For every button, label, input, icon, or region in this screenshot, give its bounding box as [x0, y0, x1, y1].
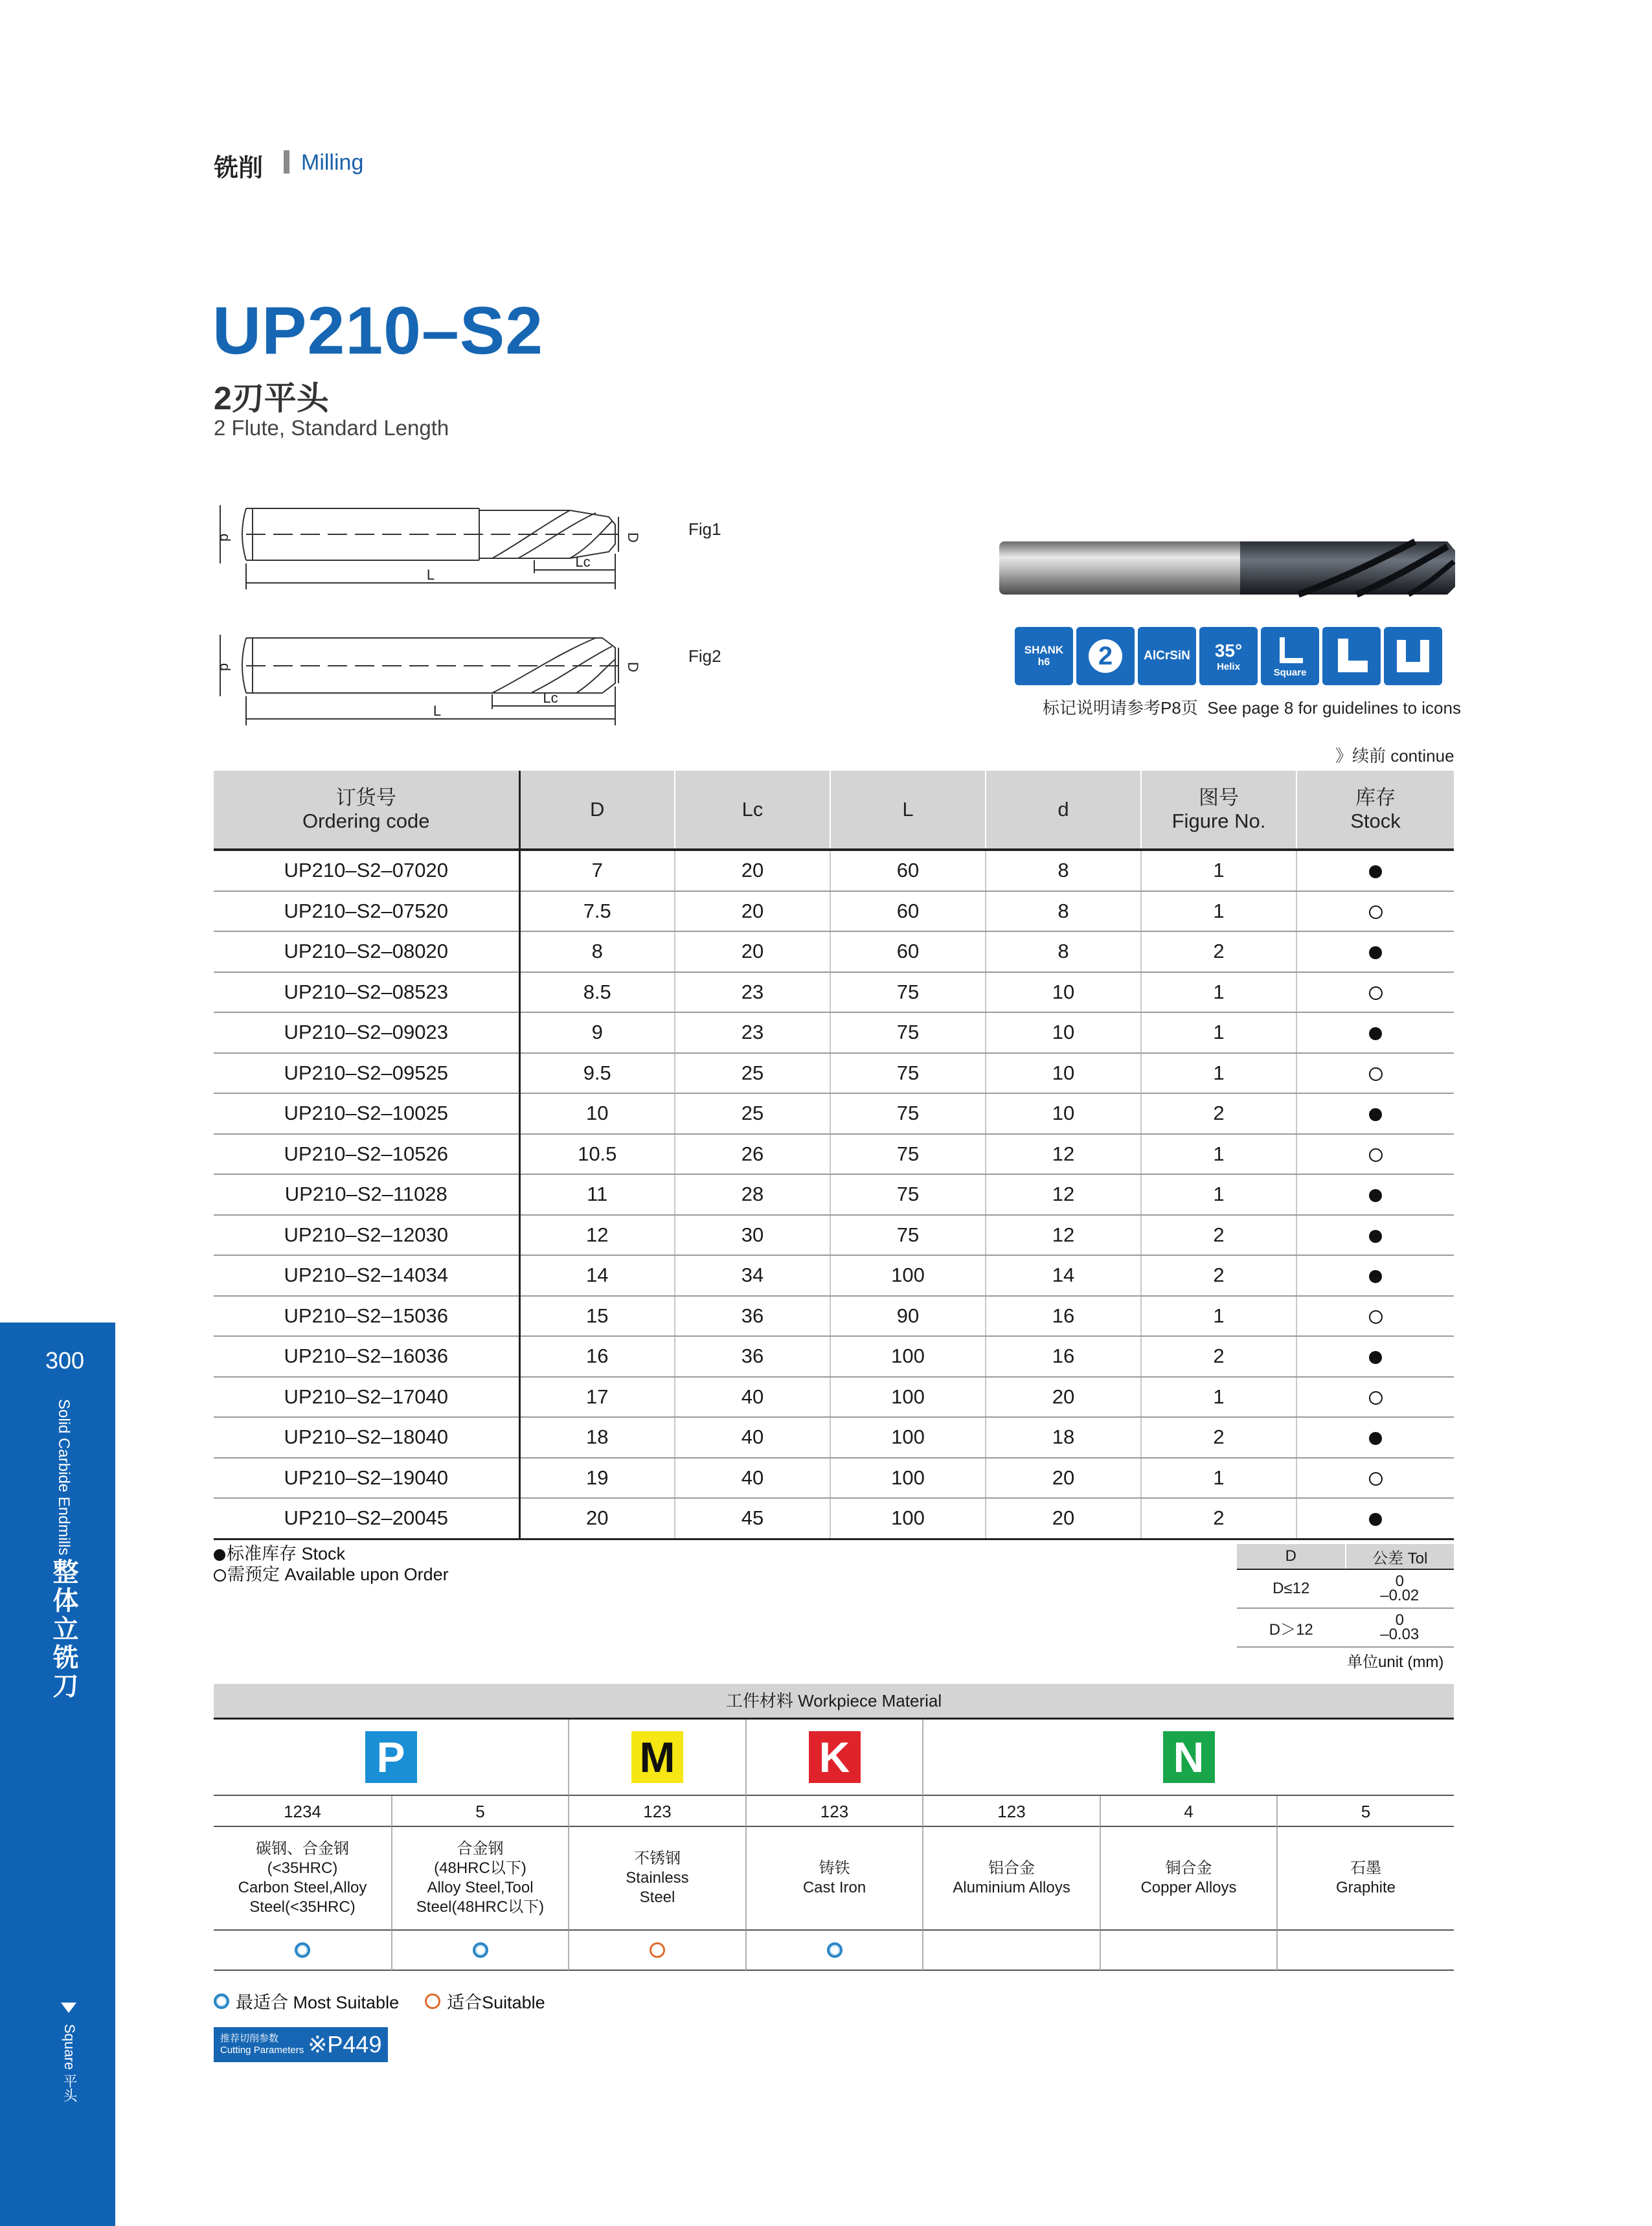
table-row	[214, 1134, 1454, 1175]
value-cell: 60	[830, 931, 986, 972]
ordering-code-cell: UP210–S2–09525	[214, 1053, 519, 1094]
ordering-code-cell: UP210–S2–10025	[214, 1093, 519, 1134]
sidebar-subsection-cn: 平头	[62, 2074, 78, 2103]
value-cell: 75	[830, 1134, 986, 1175]
value-cell: 75	[830, 1093, 986, 1134]
value-cell: 1	[1141, 1377, 1296, 1418]
tol-header-d: D	[1237, 1544, 1346, 1569]
suitable-icon	[650, 1942, 665, 1958]
tolerance-table	[1237, 1544, 1454, 1648]
table-row	[214, 1174, 1454, 1215]
stock-cell	[1296, 931, 1454, 972]
table-row	[214, 1012, 1454, 1053]
open-dot-icon	[1369, 905, 1383, 919]
value-cell: 23	[675, 1012, 830, 1053]
value-cell: 75	[830, 1012, 986, 1053]
suitability-row	[214, 1931, 1454, 1971]
value-cell: 10	[986, 972, 1141, 1013]
value-cell: 2	[1141, 1417, 1296, 1458]
value-cell: 20	[675, 891, 830, 932]
group-k-cell	[745, 1720, 922, 1796]
cutting-label-cn: 推荐切削参数	[220, 2033, 279, 2044]
value-cell: 14	[986, 1255, 1141, 1296]
group-m-cell	[568, 1720, 745, 1796]
shank-h6-icon: SHANK h6	[1015, 627, 1073, 685]
ordering-code-cell: UP210–S2–07520	[214, 891, 519, 932]
material-k-icon: K	[809, 1731, 861, 1783]
cutting-label-en: Cutting Parameters	[220, 2045, 304, 2056]
suitability-cell	[214, 1931, 391, 1971]
icon-guideline-note: 标记说明请参考P8页 See page 8 for guidelines to icons	[1043, 698, 1461, 718]
material-name-cell: 铜合金 Copper Alloys	[1100, 1827, 1276, 1931]
table-row	[214, 1215, 1454, 1256]
stock-cell	[1296, 1255, 1454, 1296]
ordering-code-cell: UP210–S2–08020	[214, 931, 519, 972]
value-cell: 8	[986, 850, 1141, 891]
value-cell: 26	[675, 1134, 830, 1175]
suitability-legend: 最适合 Most Suitable 适合Suitable	[214, 1988, 545, 2014]
sidebar-section-en: Solid Carbide Endmills	[55, 1399, 73, 1556]
column-header: d	[986, 771, 1141, 850]
value-cell: 9.5	[519, 1053, 675, 1094]
value-cell: 36	[675, 1336, 830, 1377]
cutting-parameters-link[interactable]	[214, 2027, 388, 2062]
value-cell: 1	[1141, 1296, 1296, 1337]
table-row	[1237, 1569, 1454, 1608]
group-p-cell	[214, 1720, 568, 1796]
stock-cell	[1296, 1458, 1454, 1499]
stock-cell	[1296, 1174, 1454, 1215]
slot-profile-icon	[1384, 627, 1442, 685]
value-cell: 60	[830, 850, 986, 891]
filled-dot-icon	[1369, 1108, 1382, 1121]
table-row	[214, 1255, 1454, 1296]
cutting-page-ref: ※P449	[308, 2031, 382, 2058]
value-cell: 40	[675, 1458, 830, 1499]
material-group-row	[214, 1720, 1454, 1796]
stock-cell	[1296, 1296, 1454, 1337]
value-cell: 7.5	[519, 891, 675, 932]
material-name-cell: 铝合金 Aluminium Alloys	[922, 1827, 1100, 1931]
stock-cell	[1296, 1417, 1454, 1458]
value-cell: 25	[675, 1093, 830, 1134]
table-row	[214, 1458, 1454, 1499]
sidebar-subsection	[60, 2024, 80, 2102]
suitability-cell	[922, 1931, 1100, 1971]
value-cell: 10	[986, 1012, 1141, 1053]
value-cell: 7	[519, 850, 675, 891]
filled-dot-icon	[1369, 1230, 1382, 1243]
ordering-code-cell: UP210–S2–07020	[214, 850, 519, 891]
value-cell: 100	[830, 1417, 986, 1458]
stock-cell	[1296, 850, 1454, 891]
material-number-cell: 1234	[214, 1796, 391, 1827]
fig2-caption: Fig2	[688, 646, 721, 666]
open-dot-icon	[1369, 1310, 1383, 1324]
ordering-code-cell: UP210–S2–09023	[214, 1012, 519, 1053]
material-name-cell: 石墨 Graphite	[1276, 1827, 1454, 1931]
value-cell: 12	[519, 1215, 675, 1256]
stock-cell	[1296, 1377, 1454, 1418]
sidebar-arrow-icon	[61, 2003, 76, 2013]
material-number-cell: 123	[922, 1796, 1100, 1827]
open-dot-icon	[1369, 986, 1383, 1000]
value-cell: 20	[986, 1498, 1141, 1539]
ordering-code-cell: UP210–S2–11028	[214, 1174, 519, 1215]
open-dot-icon	[1369, 1472, 1383, 1486]
alcrsin-coating-icon: AlCrSiN	[1138, 627, 1196, 685]
feature-icons	[1015, 627, 1442, 685]
value-cell: 30	[675, 1215, 830, 1256]
value-cell: 18	[986, 1417, 1141, 1458]
value-cell: 8	[986, 931, 1141, 972]
value-cell: 2	[1141, 931, 1296, 972]
value-cell: 16	[519, 1336, 675, 1377]
sidebar-subsection-en: Square	[62, 2024, 78, 2070]
table-row	[214, 891, 1454, 932]
value-cell: 1	[1141, 1134, 1296, 1175]
value-cell: 75	[830, 1215, 986, 1256]
value-cell: 2	[1141, 1093, 1296, 1134]
value-cell: 34	[675, 1255, 830, 1296]
value-cell: 19	[519, 1458, 675, 1499]
tol-header-tol: 公差 Tol	[1346, 1544, 1454, 1569]
value-cell: 10	[519, 1093, 675, 1134]
table-row	[214, 1296, 1454, 1337]
suitable-icon	[425, 1993, 440, 2009]
filled-dot-icon	[1369, 1351, 1382, 1364]
sidebar-section-cn: 整体立铣刀	[49, 1558, 78, 1701]
table-row	[214, 1417, 1454, 1458]
stock-cell	[1296, 1053, 1454, 1094]
value-cell: 9	[519, 1012, 675, 1053]
value-cell: 75	[830, 972, 986, 1013]
filled-dot-icon	[1369, 1513, 1382, 1526]
ordering-code-cell: UP210–S2–12030	[214, 1215, 519, 1256]
table-row	[214, 1336, 1454, 1377]
value-cell: 18	[519, 1417, 675, 1458]
page-number: 300	[45, 1347, 85, 1374]
ordering-code-cell: UP210–S2–18040	[214, 1417, 519, 1458]
value-cell: 45	[675, 1498, 830, 1539]
ordering-code-cell: UP210–S2–15036	[214, 1296, 519, 1337]
material-number-cell: 4	[1100, 1796, 1276, 1827]
fig1-caption: Fig1	[688, 519, 721, 539]
value-cell: 12	[986, 1174, 1141, 1215]
value-cell: 90	[830, 1296, 986, 1337]
value-cell: 75	[830, 1053, 986, 1094]
continue-label: 》续前 continue	[1335, 746, 1454, 766]
value-cell: 40	[675, 1417, 830, 1458]
value-cell: 8	[986, 891, 1141, 932]
workpiece-material-table	[214, 1684, 1454, 1971]
product-table	[214, 771, 1454, 1540]
table-row	[214, 1093, 1454, 1134]
filled-dot-icon	[1369, 1270, 1382, 1283]
column-header: 库存 Stock	[1296, 771, 1454, 850]
material-number-cell: 123	[568, 1796, 745, 1827]
material-p-icon: P	[365, 1731, 417, 1783]
filled-dot-icon	[1369, 865, 1382, 878]
fig2-label-L: L	[433, 703, 442, 719]
fig1-label-L: L	[426, 567, 435, 583]
product-title: UP210–S2	[212, 293, 544, 369]
sidebar-section-label	[45, 1399, 82, 1701]
value-cell: 40	[675, 1377, 830, 1418]
column-header: Lc	[675, 771, 830, 850]
value-cell: 20	[986, 1377, 1141, 1418]
value-cell: 20	[986, 1458, 1141, 1499]
fig2-label-d: d	[217, 663, 233, 672]
group-n-cell	[922, 1720, 1454, 1796]
material-m-icon: M	[631, 1731, 683, 1783]
ordering-code-cell: UP210–S2–16036	[214, 1336, 519, 1377]
endmill-photo	[994, 532, 1460, 604]
fig2-label-D: D	[625, 662, 641, 672]
column-header: D	[519, 771, 675, 850]
unit-note: 单位unit (mm)	[1347, 1653, 1444, 1671]
value-cell: 2	[1141, 1498, 1296, 1539]
ordering-code-cell: UP210–S2–20045	[214, 1498, 519, 1539]
value-cell: 10	[986, 1053, 1141, 1094]
value-cell: 60	[830, 891, 986, 932]
value-cell: 1	[1141, 891, 1296, 932]
filled-dot-icon	[1369, 1027, 1382, 1040]
helix-35-icon: 35° Helix	[1199, 627, 1258, 685]
material-number-cell: 5	[1276, 1796, 1454, 1827]
value-cell: 1	[1141, 972, 1296, 1013]
value-cell: 1	[1141, 850, 1296, 891]
value-cell: 20	[675, 931, 830, 972]
product-subtitle-en: 2 Flute, Standard Length	[214, 416, 449, 440]
suitability-cell	[568, 1931, 745, 1971]
suitability-cell	[745, 1931, 922, 1971]
tol-value: 0 –0.03	[1346, 1608, 1454, 1647]
value-cell: 100	[830, 1377, 986, 1418]
value-cell: 36	[675, 1296, 830, 1337]
stock-cell	[1296, 891, 1454, 932]
stock-cell	[1296, 1215, 1454, 1256]
column-header: 订货号 Ordering code	[214, 771, 519, 850]
most-suitable-icon	[827, 1942, 843, 1958]
material-number-row	[214, 1796, 1454, 1827]
figure-1-drawing	[207, 492, 673, 596]
filled-dot-icon	[1369, 1189, 1382, 1202]
value-cell: 25	[675, 1053, 830, 1094]
material-name-cell: 合金钢 (48HRC以下) Alloy Steel,Tool Steel(48HRC以下)	[391, 1827, 568, 1931]
value-cell: 14	[519, 1255, 675, 1296]
ordering-code-cell: UP210–S2–10526	[214, 1134, 519, 1175]
value-cell: 8	[519, 931, 675, 972]
square-profile-icon	[1322, 627, 1381, 685]
most-suitable-icon	[214, 1993, 229, 2009]
table-row	[214, 931, 1454, 972]
value-cell: 100	[830, 1498, 986, 1539]
value-cell: 2	[1141, 1336, 1296, 1377]
value-cell: 12	[986, 1134, 1141, 1175]
stock-cell	[1296, 1093, 1454, 1134]
value-cell: 1	[1141, 1458, 1296, 1499]
material-n-icon: N	[1163, 1731, 1215, 1783]
open-dot-icon	[1369, 1148, 1383, 1162]
value-cell: 100	[830, 1255, 986, 1296]
most-suitable-icon	[295, 1942, 310, 1958]
material-name-cell: 碳钢、合金钢 (<35HRC) Carbon Steel,Alloy Steel(<35HRC)	[214, 1827, 391, 1931]
stock-cell	[1296, 1134, 1454, 1175]
material-name-cell: 不锈钢 Stainless Steel	[568, 1827, 745, 1931]
stock-cell	[1296, 1012, 1454, 1053]
open-dot-icon	[1369, 1067, 1383, 1081]
material-number-cell: 123	[745, 1796, 922, 1827]
filled-dot-icon	[214, 1549, 225, 1561]
table-header-row	[214, 771, 1454, 850]
value-cell: 1	[1141, 1012, 1296, 1053]
square-end-icon: Square	[1261, 627, 1319, 685]
value-cell: 16	[986, 1296, 1141, 1337]
product-subtitle-cn: 2刃平头	[214, 380, 329, 416]
value-cell: 1	[1141, 1174, 1296, 1215]
material-name-row	[214, 1827, 1454, 1931]
value-cell: 12	[986, 1215, 1141, 1256]
value-cell: 100	[830, 1336, 986, 1377]
table-row	[214, 850, 1454, 891]
value-cell: 16	[986, 1336, 1141, 1377]
table-row	[214, 1053, 1454, 1094]
value-cell: 28	[675, 1174, 830, 1215]
fig2-label-Lc: Lc	[543, 690, 558, 706]
open-dot-icon	[1369, 1391, 1383, 1405]
stock-cell	[1296, 1498, 1454, 1539]
value-cell: 100	[830, 1458, 986, 1499]
value-cell: 10.5	[519, 1134, 675, 1175]
tol-d: D≤12	[1237, 1569, 1346, 1608]
column-header: 图号 Figure No.	[1141, 771, 1296, 850]
table-row	[214, 1498, 1454, 1539]
value-cell: 23	[675, 972, 830, 1013]
suitability-cell	[1276, 1931, 1454, 1971]
value-cell: 1	[1141, 1053, 1296, 1094]
tol-value: 0 –0.02	[1346, 1569, 1454, 1608]
section-header-en: Milling	[301, 150, 364, 175]
section-header-cn: 铣削	[214, 155, 264, 182]
value-cell: 2	[1141, 1215, 1296, 1256]
two-flute-icon: 2	[1076, 627, 1135, 685]
value-cell: 10	[986, 1093, 1141, 1134]
open-dot-icon	[214, 1569, 226, 1582]
value-cell: 11	[519, 1174, 675, 1215]
figure-2-drawing	[207, 622, 673, 732]
stock-legend: 标准库存 Stock 需预定 Available upon Order	[214, 1543, 449, 1585]
material-name-cell: 铸铁 Cast Iron	[745, 1827, 922, 1931]
table-row	[214, 1377, 1454, 1418]
ordering-code-cell: UP210–S2–14034	[214, 1255, 519, 1296]
value-cell: 17	[519, 1377, 675, 1418]
value-cell: 20	[675, 850, 830, 891]
table-row	[214, 972, 1454, 1013]
workpiece-title: 工件材料 Workpiece Material	[214, 1684, 1454, 1720]
suitability-cell	[391, 1931, 568, 1971]
stock-cell	[1296, 972, 1454, 1013]
fig1-label-D: D	[625, 532, 641, 543]
fig1-label-d: d	[217, 533, 233, 542]
value-cell: 15	[519, 1296, 675, 1337]
value-cell: 2	[1141, 1255, 1296, 1296]
ordering-code-cell: UP210–S2–17040	[214, 1377, 519, 1418]
table-row	[1237, 1608, 1454, 1647]
value-cell: 75	[830, 1174, 986, 1215]
tol-d: D＞12	[1237, 1608, 1346, 1647]
value-cell: 20	[519, 1498, 675, 1539]
filled-dot-icon	[1369, 946, 1382, 959]
value-cell: 8.5	[519, 972, 675, 1013]
column-header: L	[830, 771, 986, 850]
fig1-label-Lc: Lc	[575, 554, 591, 570]
ordering-code-cell: UP210–S2–08523	[214, 972, 519, 1013]
material-number-cell: 5	[391, 1796, 568, 1827]
suitability-cell	[1100, 1931, 1276, 1971]
stock-cell	[1296, 1336, 1454, 1377]
most-suitable-icon	[473, 1942, 488, 1958]
header-divider	[284, 150, 289, 174]
ordering-code-cell: UP210–S2–19040	[214, 1458, 519, 1499]
filled-dot-icon	[1369, 1432, 1382, 1445]
